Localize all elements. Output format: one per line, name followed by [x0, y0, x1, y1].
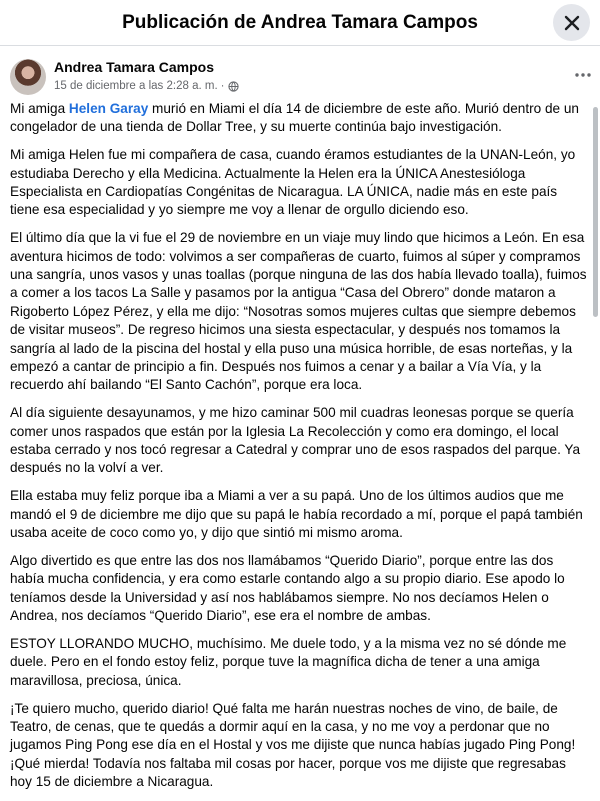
author-name[interactable]: Andrea Tamara Campos [54, 59, 215, 75]
modal-title: Publicación de Andrea Tamara Campos [122, 11, 478, 33]
scrollbar-thumb[interactable] [593, 107, 598, 317]
post-meta [54, 80, 239, 92]
post-scroll-area[interactable] [0, 47, 600, 790]
post-header [10, 57, 590, 101]
mention-link[interactable]: Helen Garay [68, 101, 149, 116]
more-horizontal-icon [575, 73, 591, 77]
post-paragraph-1 [10, 100, 590, 137]
post-paragraph-7: ESTOY LLORANDO MUCHO, muchísimo. Me duele todo, y a la misma vez no sé dónde me duele. Pero en el fondo estoy feliz, porque tuve la magnífica dicha de tener a una amiga maravillosa, preciosa, única. [10, 635, 567, 688]
post-paragraph-3: El último día que la vi fue el 29 de noviembre en un viaje muy lindo que hicimos a León. En esa aventura hicimos de todo: volvimos a ser compañeras de cuarto, fuimos al súper y compramos una sangría, unos vasos y unas toallas (porque ninguna de las dos había llevado toalla), fuimos a comer a los tacos La Salle y pasamos por la antigua “Casa del Obrero” donde mataron a Rigoberto López Pérez, y ella me dijo: “Nosotras somos mujeres cultas que siempre debemos de visitar museos”. De regreso hicimos una siesta espectacular, y después nos tomamos la sangría al lado de la piscina del hostal y ella puso una música horrible, de esas norteñas, y la empezó a cantar de principio a fin. Después nos fuimos a cenar y a bailar a Vía Vía, y la recuerdo ahí bailando “El Santo Cachón”, porque era loca. [10, 230, 587, 393]
close-icon [564, 15, 580, 31]
post-body [10, 100, 590, 801]
paragraph-text: Mi amiga [10, 101, 69, 116]
avatar[interactable] [10, 59, 46, 95]
post-paragraph-8: ¡Te quiero mucho, querido diario! Qué falta me harán nuestras noches de vino, de baile, de Teatro, de cenas, que te quedás a dormir aquí en la casa, y no me voy a perdonar que no jugamos Ping Pong ese día en el Hostal y vos me dijiste que nunca habías jugado Ping Pong! ¡Qué mierda! Todavía nos faltaba mil cosas por hacer, porque vos me dijiste que regresabas hoy 15 de diciembre a Nicaragua. [10, 700, 576, 790]
globe-icon[interactable] [228, 81, 239, 92]
post-timestamp[interactable]: 15 de diciembre a las 2:28 a. m. [54, 80, 218, 92]
paragraph-text: murió en Miami el día 14 de diciembre de este año. Murió dentro de un congelador de una tienda de Dollar Tree, y su muerte continúa bajo investigación. [10, 101, 579, 135]
post-paragraph-4: Al día siguiente desayunamos, y me hizo caminar 500 mil cuadras leonesas porque se quería comer unos raspados que están por la Iglesia La Recolección y como era domingo, el local estaba cerrado y nos tocó regresar a Catedral y comprar uno de esos raspados del parque. Ya después no la volví a ver. [10, 405, 581, 476]
more-options-button[interactable] [572, 65, 594, 85]
modal-header [0, 0, 600, 46]
post-paragraph-6: Algo divertido es que entre las dos nos llamábamos “Querido Diario”, porque entre las dos había mucha confidencia, y era como estarle contando algo a su propio diario. Ese apodo lo teníamos desde la Universidad y así nos hablábamos siempre. No nos decíamos Helen o Andrea, nos decíamos “Querido Diario”, ese era el nombre de ambas. [10, 552, 565, 624]
close-button[interactable] [553, 4, 590, 41]
post-paragraph-5: Ella estaba muy feliz porque iba a Miami a ver a su papá. Uno de los últimos audios que me mandó el 9 de diciembre me dijo que su papá le había recordado a mí, porque el papá también usaba aceite de coco como yo, y dijo que sintió mi mismo aroma. [10, 488, 583, 541]
post-paragraph-2: Mi amiga Helen fue mi compañera de casa, cuando éramos estudiantes de la UNAN-León, yo estudiaba Derecho y ella Medicina. Actualmente la Helen era la ÚNICA Anestesióloga Especialista en Cardiopatías Congénitas de Nicaragua. LA ÚNICA, nadie más en este país tiene esa especialidad y yo siempre me voy a llenar de orgullo diciendo eso. [10, 147, 576, 218]
meta-separator: · [220, 80, 225, 92]
